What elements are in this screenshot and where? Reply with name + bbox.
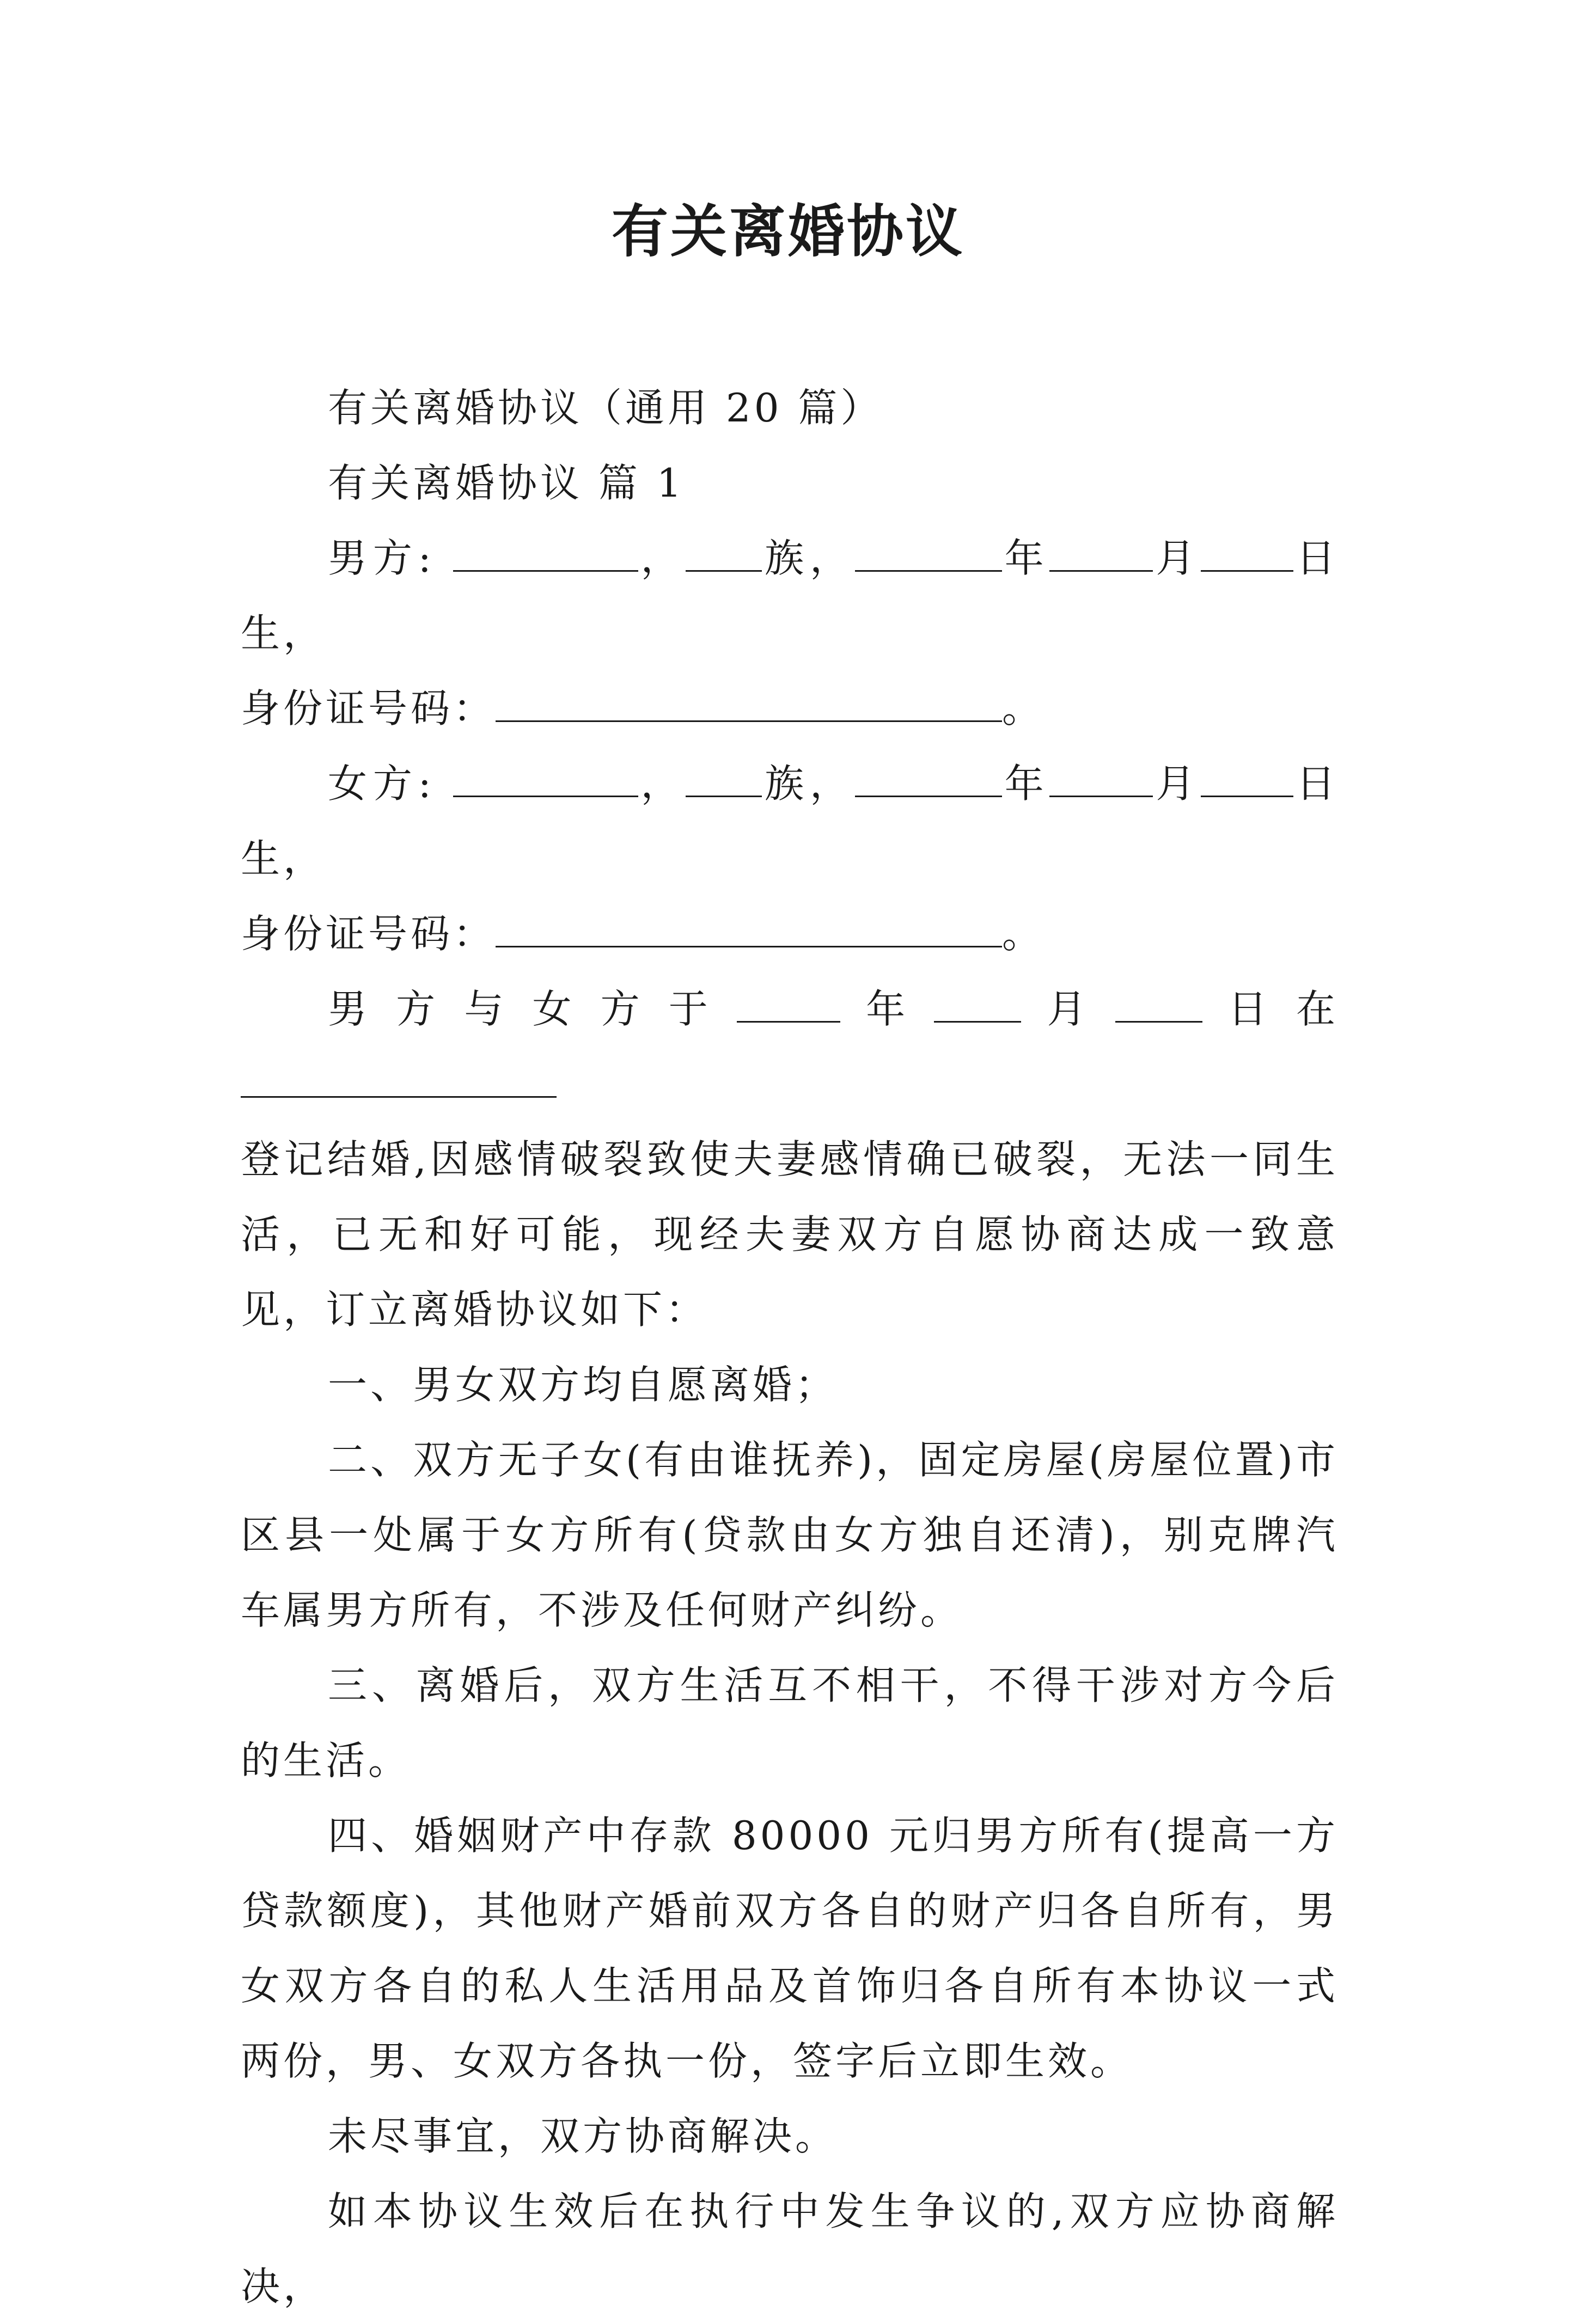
clause-4: 四、婚姻财产中存款 80000 元归男方所有(提高一方贷款额度)，其他财产婚前双方各自的财产归各自所有，男女双方各自的私人生活用品及首饰归各自所有本协议一式两份，男、女双方各执一份，签字后立即生效。 — [241, 1813, 1339, 2084]
marriage-place-blank — [241, 1062, 557, 1098]
female-day-label: 日生， — [241, 761, 1339, 882]
marriage-rest: 登记结婚,因感情破裂致使夫妻感情确已破裂，无法一同生活，已无和好可能，现经夫妻双方自愿协商达成一致意见，订立离婚协议如下： — [241, 1136, 1339, 1332]
male-comma: ， — [638, 535, 686, 581]
male-info — [241, 521, 1339, 746]
document-title: 有关离婚协议 — [611, 198, 964, 265]
male-ethnic-blank — [686, 536, 762, 572]
marriage-month-label: 月 — [1021, 986, 1115, 1032]
male-year-label: 年 — [1001, 535, 1050, 581]
female-birth-year-blank — [855, 762, 1002, 797]
clause-misc: 未尽事宜，双方协商解决。 — [328, 2113, 838, 2159]
marriage-year-blank — [737, 987, 840, 1023]
female-ethnic-blank — [686, 762, 762, 797]
female-info — [241, 746, 1339, 971]
female-label: 女方: — [328, 761, 435, 806]
female-year-label: 年 — [1001, 761, 1050, 806]
male-month-label: 月 — [1153, 535, 1201, 581]
female-id-label: 身份证号码： — [241, 911, 496, 957]
marriage-paragraph — [241, 971, 1339, 1347]
female-id-blank — [496, 912, 1002, 947]
male-name-blank — [453, 536, 638, 572]
male-id-label: 身份证号码： — [241, 686, 496, 731]
marriage-month-blank — [934, 987, 1021, 1023]
male-label: 男方: — [328, 535, 435, 581]
document-body — [241, 370, 1339, 2324]
clause-dispute: 如本协议生效后在执行中发生争议的,双方应协商解决， — [241, 2188, 1339, 2309]
female-birth-month-blank — [1049, 762, 1153, 797]
female-name-blank — [453, 762, 638, 797]
clause-1: 一、男女双方均自愿离婚； — [328, 1362, 838, 1408]
female-id-line — [241, 896, 1339, 971]
marriage-day-label: 日在 — [1202, 986, 1339, 1032]
male-birth-month-blank — [1049, 536, 1153, 572]
male-day-label: 日生， — [241, 535, 1339, 656]
section-heading: 有关离婚协议 篇 1 — [328, 460, 685, 506]
subtitle: 有关离婚协议（通用 20 篇） — [328, 385, 883, 431]
male-id-blank — [496, 687, 1002, 722]
female-month-label: 月 — [1153, 761, 1201, 806]
male-birth-day-blank — [1201, 536, 1293, 572]
marriage-lead: 男方与女方于 — [328, 986, 737, 1032]
female-birth-day-blank — [1201, 762, 1293, 797]
clause-2: 二、双方无子女(有由谁抚养)，固定房屋(房屋位置)市区县一处属于女方所有(贷款由女方独自还清)，别克牌汽车属男方所有，不涉及任何财产纠纷。 — [241, 1437, 1339, 1633]
female-ethnic-label: 族， — [762, 761, 855, 806]
male-id-period: 。 — [1002, 686, 1045, 731]
female-comma: ， — [638, 761, 686, 806]
male-ethnic-label: 族， — [762, 535, 855, 581]
female-id-period: 。 — [1002, 911, 1045, 957]
male-birth-year-blank — [855, 536, 1002, 572]
clause-3: 三、离婚后，双方生活互不相干，不得干涉对方今后的生活。 — [241, 1662, 1339, 1783]
marriage-year-label: 年 — [840, 986, 934, 1032]
marriage-day-blank — [1115, 987, 1202, 1023]
male-id-line — [241, 671, 1339, 746]
